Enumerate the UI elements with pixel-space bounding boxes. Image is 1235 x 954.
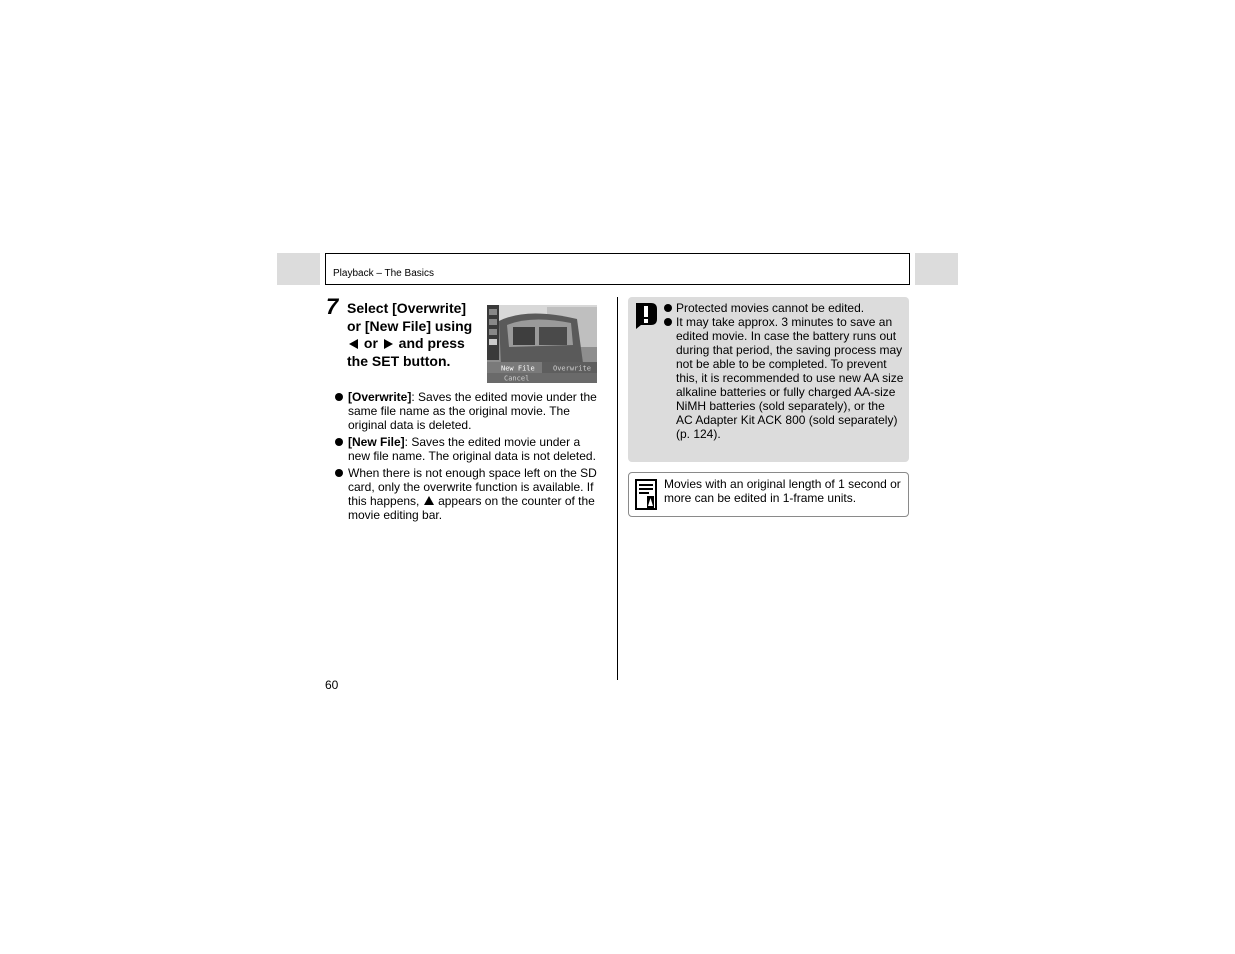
right-tab-marker	[915, 253, 958, 285]
bullet-overwrite	[335, 390, 600, 432]
page-header	[325, 253, 910, 285]
bullet-text-after: appears on the counter of the movie editing bar.	[348, 494, 595, 522]
note-box	[628, 472, 909, 517]
caution-item	[664, 301, 904, 315]
bullet-text: : Saves the edited movie under a new file name. The original data is not deleted.	[348, 435, 596, 463]
step-title-part2: and press the SET button.	[347, 335, 465, 369]
menu-new-file: New File	[501, 364, 535, 373]
menu-cancel: Cancel	[504, 374, 530, 383]
step-number: 7	[326, 294, 339, 319]
bullet-dot	[664, 304, 672, 312]
camera-screen-image	[487, 305, 597, 383]
section-title: Playback – The Basics	[333, 268, 434, 279]
step-title	[347, 300, 482, 370]
note-text: Movies with an original length of 1 second or more can be edited in 1-frame units.	[664, 477, 901, 505]
bullet-text-before: When there is not enough space left on the SD card, only the overwrite function is available. If this happens,	[348, 466, 597, 508]
caution-box	[628, 297, 909, 462]
step-title-or: or	[363, 335, 378, 351]
menu-overwrite: Overwrite	[553, 364, 591, 373]
bullet-new-file	[335, 435, 600, 463]
monorail-photo	[487, 305, 597, 383]
bullet-space	[335, 466, 600, 522]
left-arrow-icon	[349, 339, 358, 349]
left-tab-marker	[277, 253, 320, 285]
column-divider	[617, 297, 618, 680]
page-number: 60	[325, 678, 339, 692]
memo-icon	[635, 479, 657, 510]
caution-text: Protected movies cannot be edited.	[676, 301, 865, 315]
right-arrow-icon	[384, 339, 393, 349]
bullet-dot	[335, 469, 343, 477]
warning-triangle-icon	[424, 496, 434, 505]
bullet-dot	[335, 393, 343, 401]
bullet-text: : Saves the edited movie under the same file name as the original movie. The original data is deleted.	[348, 390, 597, 432]
caution-item	[664, 315, 904, 441]
bullet-dot	[664, 318, 672, 326]
step-bullets	[335, 390, 600, 525]
caution-icon	[633, 301, 659, 329]
step-title-part1: Select [Overwrite] or [New File] using	[347, 300, 473, 334]
caution-list	[664, 301, 904, 441]
bullet-term: [New File]	[348, 435, 405, 449]
bullet-term: [Overwrite]	[348, 390, 412, 404]
caution-text: It may take approx. 3 minutes to save an edited movie. In case the battery runs out during that period, the saving process may not be able to be completed. To prevent this, it is recommended to use new AA size alkaline batteries or fully charged AA-size NiMH batteries (sold separately), or the AC Adapter Kit ACK 800 (sold separately) (p. 124).	[676, 315, 904, 441]
bullet-dot	[335, 438, 343, 446]
